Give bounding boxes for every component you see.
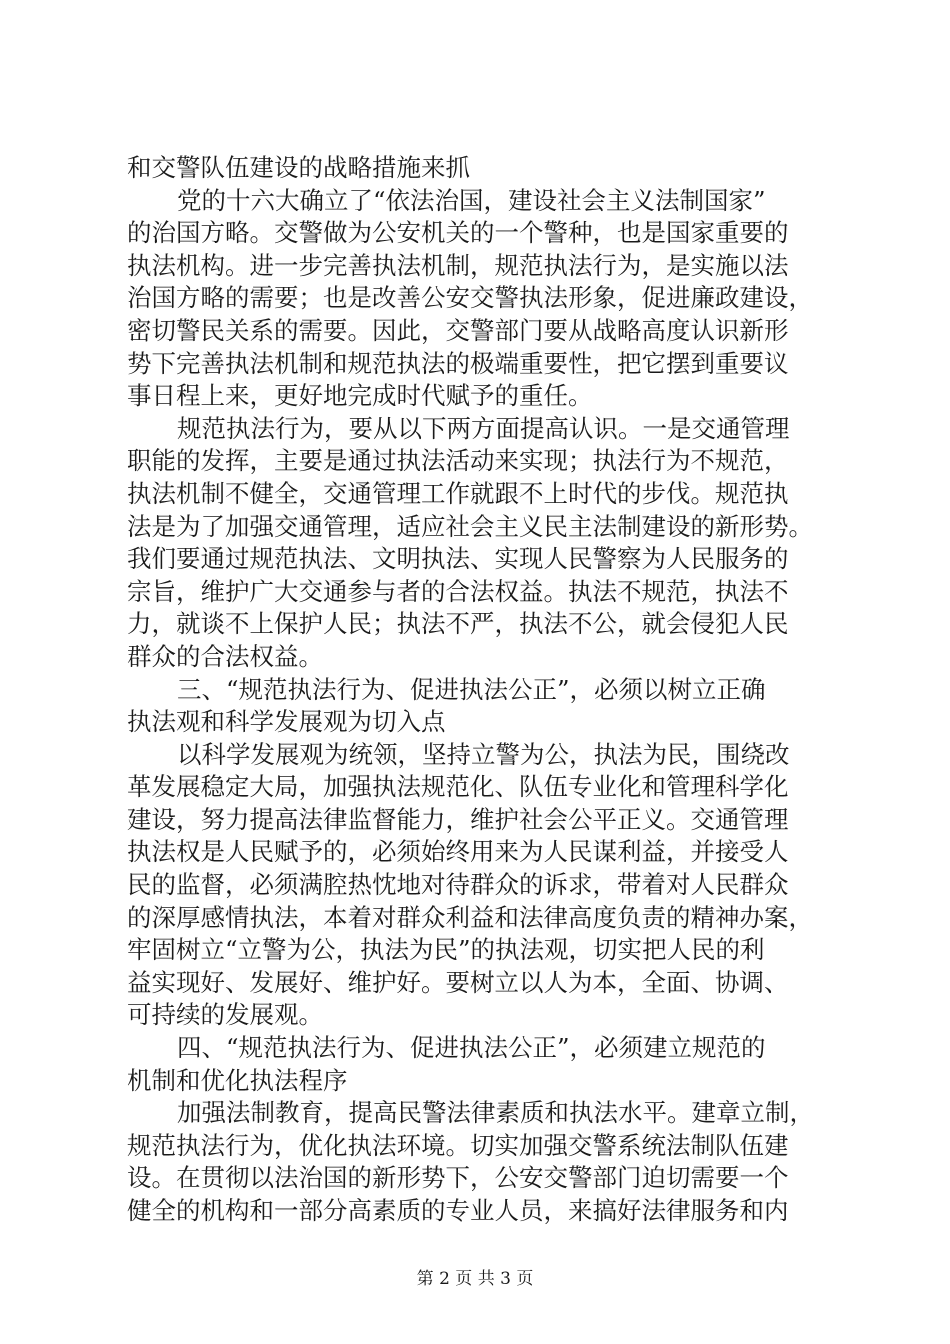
text-line: 的治国方略。交警做为公安机关的一个警种，也是国家重要的	[127, 218, 789, 248]
text-line: 密切警民关系的需要。因此，交警部门要从战略高度认识新形	[127, 315, 789, 345]
text-line: 和交警队伍建设的战略措施来抓	[127, 153, 470, 182]
text-line: 我们要通过规范执法、文明执法、实现人民警察为人民服务的	[127, 544, 789, 574]
text-line: 三、“规范执法行为、促进执法公正”，必须以树立正确	[177, 674, 766, 704]
text-line: 规范执法行为，优化执法环境。切实加强交警系统法制队伍建	[127, 1130, 789, 1160]
text-line: 宗旨，维护广大交通参与者的合法权益。执法不规范，执法不	[127, 576, 789, 606]
text-line: 益实现好、发展好、维护好。要树立以人为本，全面、协调、	[127, 967, 789, 997]
text-line: 势下完善执法机制和规范执法的极端重要性，把它摆到重要议	[127, 348, 789, 378]
text-line: 建设，努力提高法律监督能力，维护社会公平正义。交通管理	[127, 804, 789, 834]
body-text	[127, 152, 827, 1228]
page-footer: 第 2 页 共 3 页	[416, 1269, 534, 1289]
text-line: 机制和优化执法程序	[127, 1065, 348, 1095]
text-line: 民的监督，必须满腔热忱地对待群众的诉求，带着对人民群众	[127, 870, 789, 900]
text-line: 党的十六大确立了“依法治国，建设社会主义法制国家”	[177, 185, 766, 215]
text-line: 规范执法行为，要从以下两方面提高认识。一是交通管理	[177, 413, 790, 443]
text-line: 群众的合法权益。	[127, 641, 323, 671]
text-line: 四、“规范执法行为、促进执法公正”，必须建立规范的	[177, 1033, 766, 1063]
text-line: 牢固树立“立警为公，执法为民”的执法观，切实把人民的利	[127, 935, 765, 965]
text-line: 以科学发展观为统领，坚持立警为公，执法为民，围绕改	[177, 739, 790, 769]
text-line: 治国方略的需要；也是改善公安交警执法形象，促进廉政建设，	[127, 283, 813, 313]
text-line: 可持续的发展观。	[127, 1000, 323, 1030]
text-line: 职能的发挥，主要是通过执法活动来实现；执法行为不规范，	[127, 446, 789, 476]
text-line: 革发展稳定大局，加强执法规范化、队伍专业化和管理科学化	[127, 772, 789, 802]
text-line: 执法机制不健全，交通管理工作就跟不上时代的步伐。规范执	[127, 478, 789, 508]
text-line: 设。在贯彻以法治国的新形势下，公安交警部门迫切需要一个	[127, 1163, 789, 1193]
text-line: 事日程上来，更好地完成时代赋予的重任。	[127, 381, 593, 411]
text-line: 的深厚感情执法，本着对群众利益和法律高度负责的精神办案，	[127, 902, 813, 932]
text-line: 健全的机构和一部分高素质的专业人员，来搞好法律服务和内	[127, 1196, 789, 1225]
text-line: 加强法制教育，提高民警法律素质和执法水平。建章立制，	[177, 1098, 814, 1128]
text-line: 执法机构。进一步完善执法机制，规范执法行为，是实施以法	[127, 250, 789, 280]
text-line: 力，就谈不上保护人民；执法不严，执法不公，就会侵犯人民	[127, 609, 789, 639]
text-line: 执法权是人民赋予的，必须始终用来为人民谋利益，并接受人	[127, 837, 789, 867]
text-line: 执法观和科学发展观为切入点	[127, 707, 446, 737]
text-line: 法是为了加强交通管理，适应社会主义民主法制建设的新形势。	[127, 511, 813, 541]
